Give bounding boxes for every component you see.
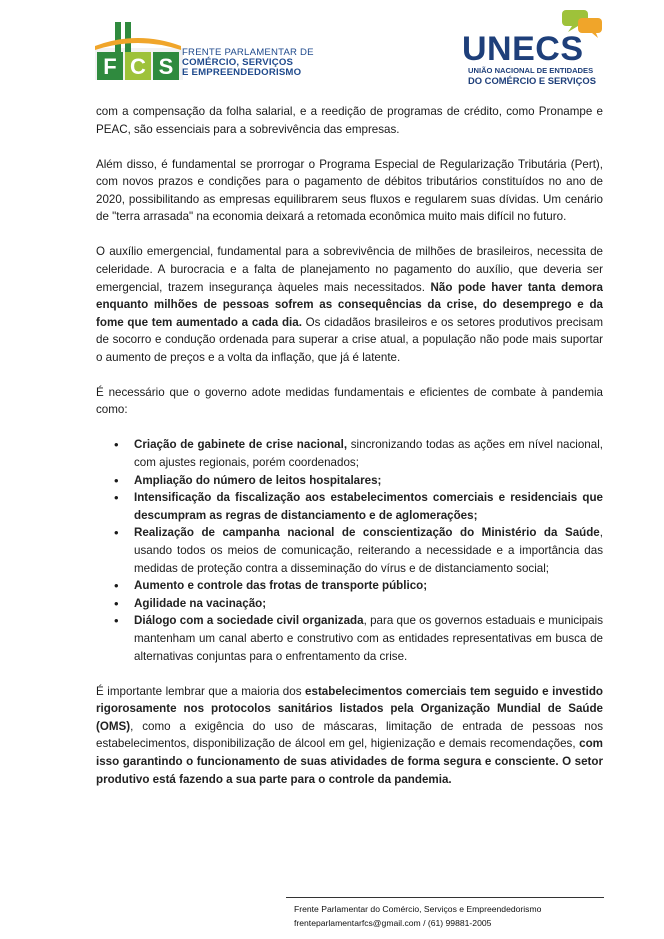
list-item: [134, 472, 603, 490]
unecs-line-1: UNIÃO NACIONAL DE ENTIDADES: [468, 66, 594, 75]
measure-bold: Ampliação do número de leitos hospitalares;: [134, 473, 382, 487]
paragraph-5-a: É importante lembrar que a maioria dos: [96, 684, 306, 698]
paragraph-1: com a compensação da folha salarial, e a reedição de programas de crédito, como Pronampe e PEAC, são essenciais para a sobrevivência das empresas.: [96, 105, 603, 136]
svg-text:F: F: [103, 54, 117, 79]
document-body: [96, 103, 603, 806]
list-item: [134, 489, 603, 524]
list-item: [134, 612, 603, 665]
measure-bold: Diálogo com a sociedade civil organizada: [134, 614, 364, 628]
paragraph-3-bold: Não pode haver tanta demora enquanto milhões de pessoas sofrem as consequências da crise, do desemprego e da fome que tem aumentado a cada dia.: [96, 280, 603, 329]
page-header: [0, 0, 664, 100]
measure-bold: Agilidade na vacinação;: [134, 596, 267, 610]
fcs-line-3: E EMPREENDEDORISMO: [182, 67, 302, 78]
footer-organization: Frente Parlamentar do Comércio, Serviços e Empreendedorismo: [294, 904, 542, 914]
paragraph-3-c: Os cidadãos brasileiros e os setores produtivos precisam de socorro e condução ordenada para superar a crise atual, a população não pode mais suportar o aumento de preços e a volta da inflação, que já é latente.: [96, 315, 603, 364]
fcs-line-2: COMÉRCIO, SERVIÇOS: [182, 57, 294, 68]
footer-contact: frenteparlamentarfcs@gmail.com / (61) 99881-2005: [294, 918, 492, 928]
paragraph-2: Além disso, é fundamental se prorrogar o Programa Especial de Regularização Tributária (Pert), com novos prazos e condições para o pagamento de débitos tributários constituídos no ano de 2020, possibilitando as empresas equilibrarem seus fluxos e regularem suas dívidas. Um cenário de "terra arrasada" na economia deixará a retomada econômica muito mais difícil no futuro.: [96, 157, 603, 224]
measures-list: [96, 436, 603, 665]
svg-text:S: S: [158, 54, 174, 79]
paragraph-5-c: , como a exigência do uso de máscaras, limitação de entrada de pessoas nos estabelecimentos, disponibilização de álcool em gel, higienização e demais recomendações,: [96, 719, 603, 751]
unecs-line-2: DO COMÉRCIO E SERVIÇOS: [468, 74, 596, 86]
page-footer: [294, 902, 541, 930]
paragraph-5-bold-2: com isso garantindo o funcionamento de suas atividades de forma segura e consciente. O setor produtivo está fazendo a sua parte para o controle da pandemia.: [96, 737, 603, 786]
measure-rest: , usando todos os meios de comunicação, reiterando a necessidade e a importância das medidas de proteção contra a disseminação do vírus e de distanciamento social;: [134, 526, 603, 575]
paragraph-3-a: O auxílio emergencial, fundamental para a sobrevivência de milhões de brasileiros, necessita de celeridade. A burocracia e a falta de planejamento no pagamento do auxílio, que deveria ser emergencial, trazem insegurança àqueles mais necessitados.: [96, 245, 603, 294]
list-item: [134, 436, 603, 471]
measure-rest: , para que os governos estaduais e municipais mantenham um canal aberto e construtivo com as entidades representativas em busca de alternativas conjuntas para o enfrentamento da crise.: [134, 614, 603, 663]
footer-divider: [286, 897, 604, 898]
measure-bold: Criação de gabinete de crise nacional,: [134, 438, 348, 452]
paragraph-3: [96, 243, 603, 366]
unecs-title: UNECS: [462, 30, 584, 68]
measure-rest: sincronizando todas as ações em nível nacional, com ajustes regionais, porém coordenados;: [134, 438, 603, 470]
unecs-subtitle: [468, 66, 596, 85]
list-item: [134, 595, 603, 613]
measure-bold: Realização de campanha nacional de conscientização do Ministério da Saúde: [134, 526, 600, 540]
paragraph-4: É necessário que o governo adote medidas fundamentais e eficientes de combate à pandemia como:: [96, 385, 603, 417]
fcs-wordmark: [182, 48, 314, 78]
list-item: [134, 577, 603, 595]
measure-bold: Intensificação da fiscalização aos estabelecimentos comerciais e residenciais que descumpram as regras de distanciamento e de aglomerações;: [134, 491, 603, 522]
measure-bold: Aumento e controle das frotas de transporte público;: [134, 579, 428, 593]
svg-text:C: C: [130, 54, 146, 79]
paragraph-5-bold-1: estabelecimentos comerciais tem seguido e investido rigorosamente nos protocolos sanitários listados pela Organização Mundial de Saúde (OMS): [96, 684, 603, 733]
fcs-line-1: FRENTE PARLAMENTAR DE: [182, 47, 314, 58]
list-item: [134, 524, 603, 577]
paragraph-5: [96, 683, 603, 789]
